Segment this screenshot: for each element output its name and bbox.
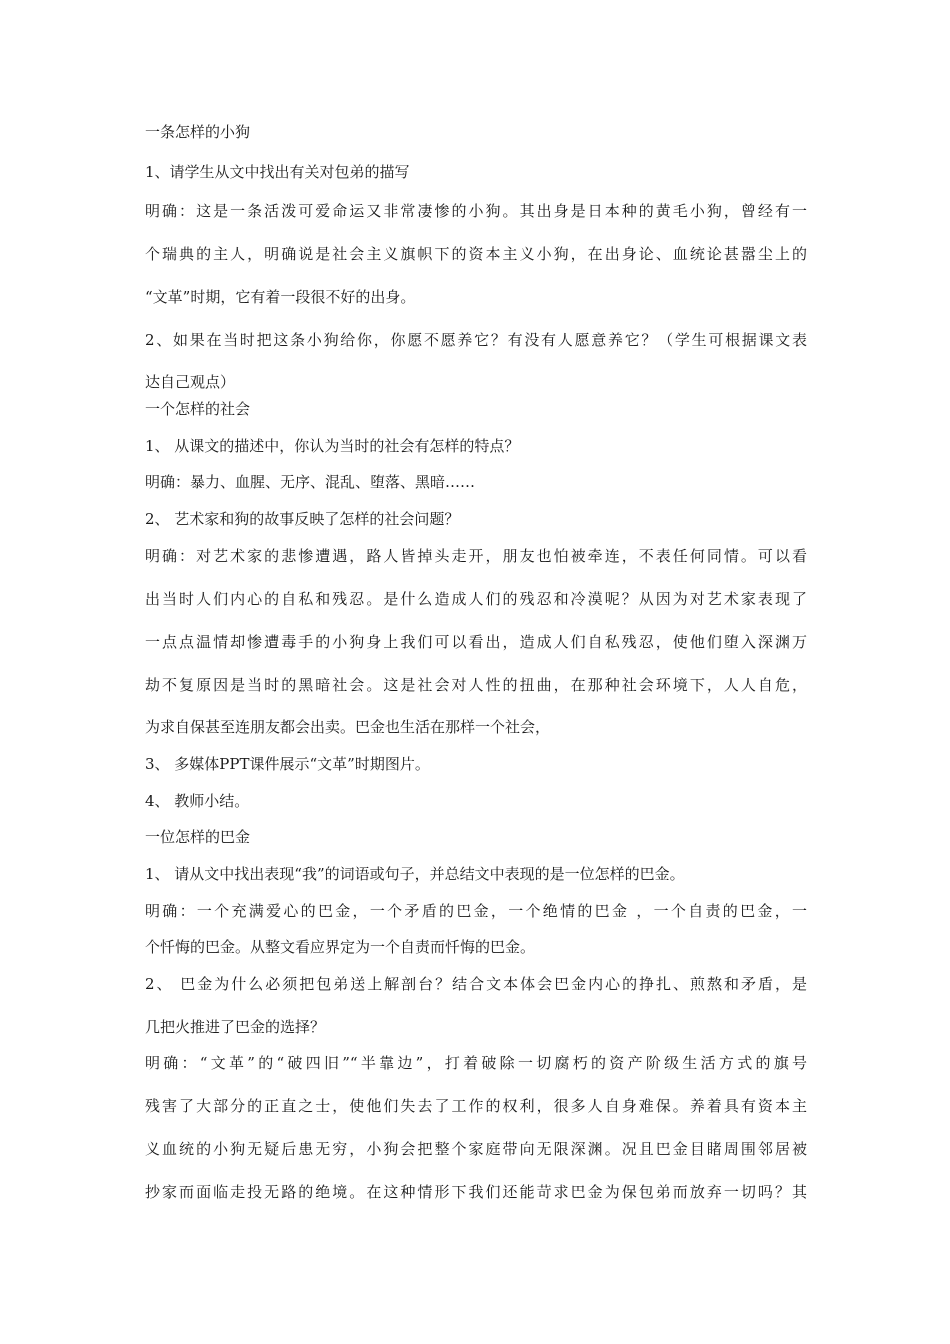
paragraph-line: 残害了大部分的正直之士，使他们失去了工作的权利，很多人自身难保。养着具有资本主 (145, 1097, 807, 1115)
question-item: 3、 多媒体PPT课件展示“文革”时期图片。 (145, 755, 430, 773)
section-heading: 一个怎样的社会 (145, 400, 251, 418)
paragraph-line: 为求自保甚至连朋友都会出卖。巴金也生活在那样一个社会， (145, 718, 551, 736)
paragraph-line: 明确：这是一条活泼可爱命运又非常凄惨的小狗。其出身是日本种的黄毛小狗，曾经有一 (145, 202, 807, 220)
answer-line: 明确：暴力、血腥、无序、混乱、堕落、黑暗…… (145, 473, 476, 491)
paragraph-line: 明确：“文革”的“破四旧”“半靠边”，打着破除一切腐朽的资产阶级生活方式的旗号 (145, 1054, 807, 1072)
paragraph-line: 几把火推进了巴金的选择？ (145, 1018, 326, 1036)
question-item: 2、 巴金为什么必须把包弟送上解剖台？结合文本体会巴金内心的挣扎、煎熬和矛盾，是 (145, 975, 807, 993)
question-item: 1、 从课文的描述中，你认为当时的社会有怎样的特点？ (145, 437, 520, 455)
paragraph-line: “文革”时期，它有着一段很不好的出身。 (145, 288, 416, 306)
question-item: 1、请学生从文中找出有关对包弟的描写 (145, 163, 410, 181)
paragraph-line: 明确：对艺术家的悲惨遭遇，路人皆掉头走开，朋友也怕被牵连，不表任何同情。可以看 (145, 547, 807, 565)
question-item: 2、 艺术家和狗的故事反映了怎样的社会问题？ (145, 510, 460, 528)
paragraph-line: 一点点温情却惨遭毒手的小狗身上我们可以看出，造成人们自私残忍，使他们堕入深渊万 (145, 633, 807, 651)
paragraph-line: 抄家而面临走投无路的绝境。在这种情形下我们还能苛求巴金为保包弟而放弃一切吗？其 (145, 1183, 807, 1201)
section-heading: 一位怎样的巴金 (145, 828, 251, 846)
question-item: 1、 请从文中找出表现“我”的词语或句子，并总结文中表现的是一位怎样的巴金。 (145, 865, 685, 883)
paragraph-line: 义血统的小狗无疑后患无穷，小狗会把整个家庭带向无限深渊。况且巴金目睹周围邻居被 (145, 1140, 807, 1158)
question-item: 2、如果在当时把这条小狗给你，你愿不愿养它？有没有人愿意养它？（学生可根据课文表 (145, 331, 807, 349)
section-heading: 一条怎样的小狗 (145, 123, 251, 141)
paragraph-line: 个瑞典的主人，明确说是社会主义旗帜下的资本主义小狗，在出身论、血统论甚嚣尘上的 (145, 245, 807, 263)
paragraph-line: 明确：一个充满爱心的巴金，一个矛盾的巴金，一个绝情的巴金 ，一个自责的巴金，一 (145, 902, 807, 920)
paragraph-line: 个忏悔的巴金。从整文看应界定为一个自责而忏悔的巴金。 (145, 938, 536, 956)
paragraph-line: 达自己观点） (145, 373, 236, 391)
question-item: 4、 教师小结。 (145, 792, 250, 810)
paragraph-line: 劫不复原因是当时的黑暗社会。这是社会对人性的扭曲，在那种社会环境下，人人自危， (145, 676, 807, 694)
paragraph-line: 出当时人们内心的自私和残忍。是什么造成人们的残忍和冷漠呢？从因为对艺术家表现了 (145, 590, 807, 608)
